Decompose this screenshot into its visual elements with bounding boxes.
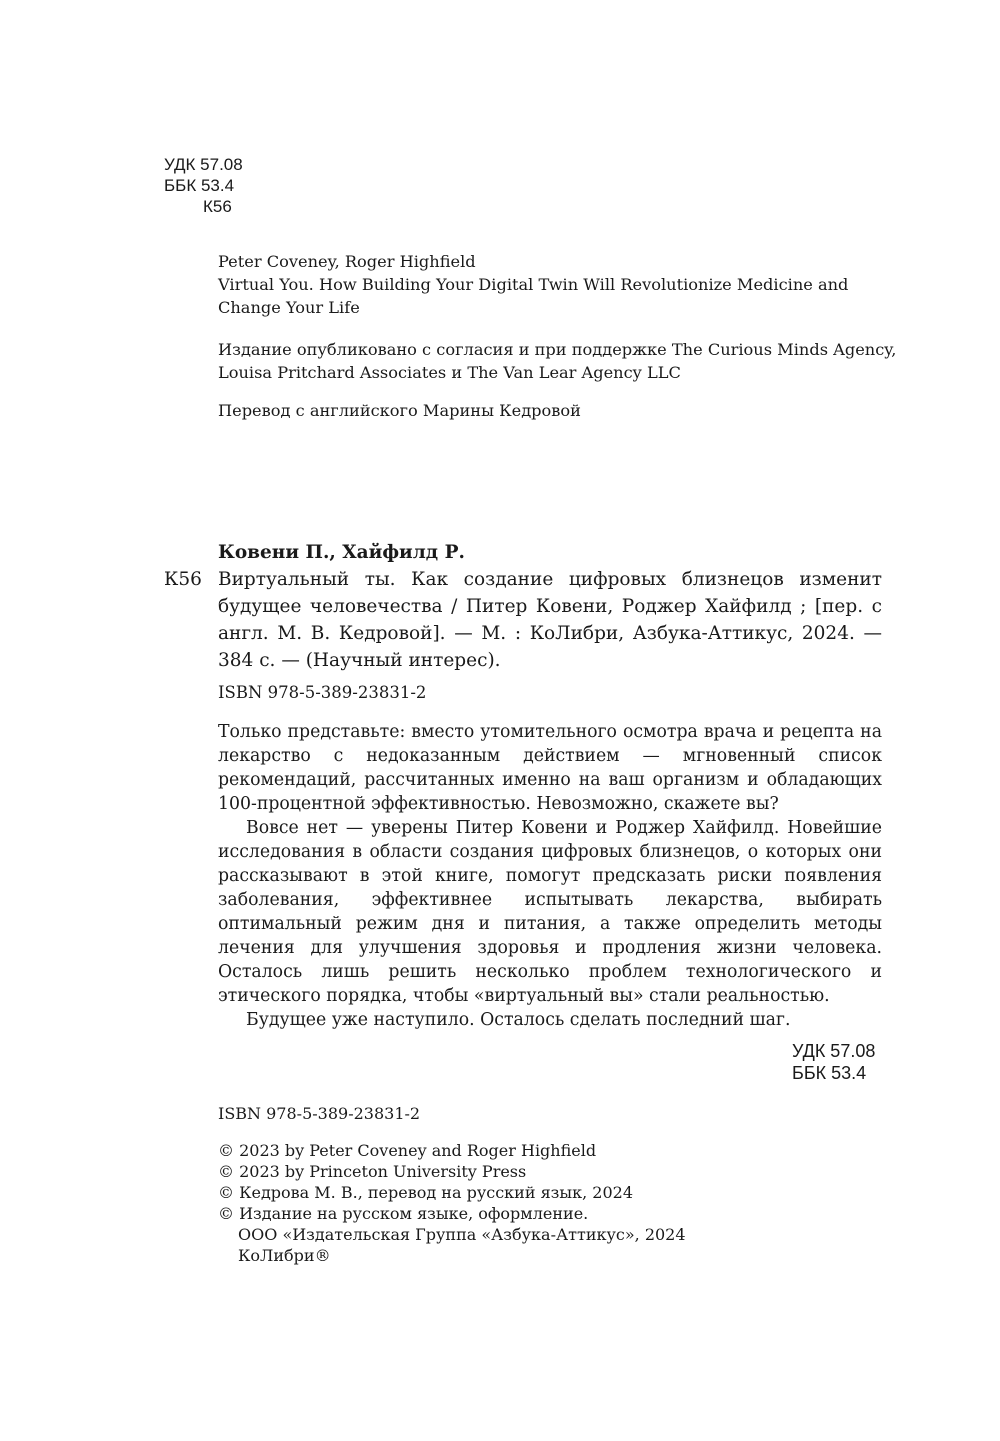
- bottom-classification-block: [792, 1040, 875, 1084]
- copyright-line-3: © Кедрова М. В., перевод на русский язык, 2024: [218, 1183, 634, 1202]
- bibliographic-isbn: ISBN 978-5-389-23831-2: [218, 683, 427, 702]
- annotation: [218, 720, 882, 1032]
- imprint-isbn: ISBN 978-5-389-23831-2: [218, 1104, 421, 1123]
- translator-credit: [218, 399, 898, 422]
- bibliographic-code: К56: [164, 569, 202, 590]
- agency-notice: [218, 338, 898, 384]
- agency-line-2: Louisa Pritchard Associates и The Van Lear Agency LLC: [218, 363, 681, 382]
- copyright-line-2: © 2023 by Princeton University Press: [218, 1162, 527, 1181]
- bbk-code: ББК 53.4: [164, 176, 235, 195]
- copyright-line-4: © Издание на русском языке, оформление.: [218, 1204, 589, 1223]
- bibliographic-heading: Ковени П., Хайфилд Р.: [218, 542, 465, 563]
- top-classification-block: [164, 154, 243, 217]
- bottom-bbk-code: ББК 53.4: [792, 1063, 867, 1083]
- copyright-line-4-cont-2: КоЛибри®: [238, 1246, 331, 1265]
- original-title-line-2: Change Your Life: [218, 298, 360, 317]
- bibliographic-description: Виртуальный ты. Как создание цифровых близнецов изменит будущее человечества / Питер Ковени, Роджер Хайфилд ; [пер. с англ. М. В. Кедровой]. — М. : КоЛибри, Азбука-Аттикус, 2024. — 384 с. — (Научный интерес).: [218, 569, 882, 671]
- annotation-paragraph-2: Вовсе нет — уверены Питер Ковени и Роджер Хайфилд. Новейшие исследования в области создания цифровых близнецов, о которых они рассказывают в этой книге, помогут предсказать риски появления заболевания, эффективнее испытывать лекарства, выбирать оптимальный режим дня и питания, а также определить методы лечения для улучшения здоровья и продления жизни человека. Осталось лишь решить несколько проблем технологического и этического порядка, чтобы «виртуальный вы» стали реальностью.: [218, 818, 882, 1006]
- annotation-paragraph-1: Только представьте: вместо утомительного осмотра врача и рецепта на лекарство с недоказанным действием — мгновенный список рекомендаций, рассчитанных именно на ваш организм и обладающих 100-процентной эффективностью. Невозможно, скажете вы?: [218, 722, 882, 814]
- agency-line-1: Издание опубликовано с согласия и при поддержке The Curious Minds Agency,: [218, 340, 897, 359]
- bottom-udk-code: УДК 57.08: [792, 1041, 876, 1061]
- copyright-line-1: © 2023 by Peter Coveney and Roger Highfield: [218, 1141, 597, 1160]
- original-title-line-1: Virtual You. How Building Your Digital Twin Will Revolutionize Medicine and: [218, 275, 849, 294]
- copyright-block: [218, 1140, 686, 1266]
- udk-code: УДК 57.08: [164, 155, 243, 174]
- original-authors: Peter Coveney, Roger Highfield: [218, 252, 476, 271]
- annotation-paragraph-3: Будущее уже наступило. Осталось сделать последний шаг.: [246, 1010, 791, 1030]
- translator-line: Перевод с английского Марины Кедровой: [218, 401, 581, 420]
- author-code: К56: [203, 197, 232, 216]
- original-edition-info: [218, 250, 898, 319]
- copyright-line-4-cont-1: ООО «Издательская Группа «Азбука-Аттикус», 2024: [238, 1225, 686, 1244]
